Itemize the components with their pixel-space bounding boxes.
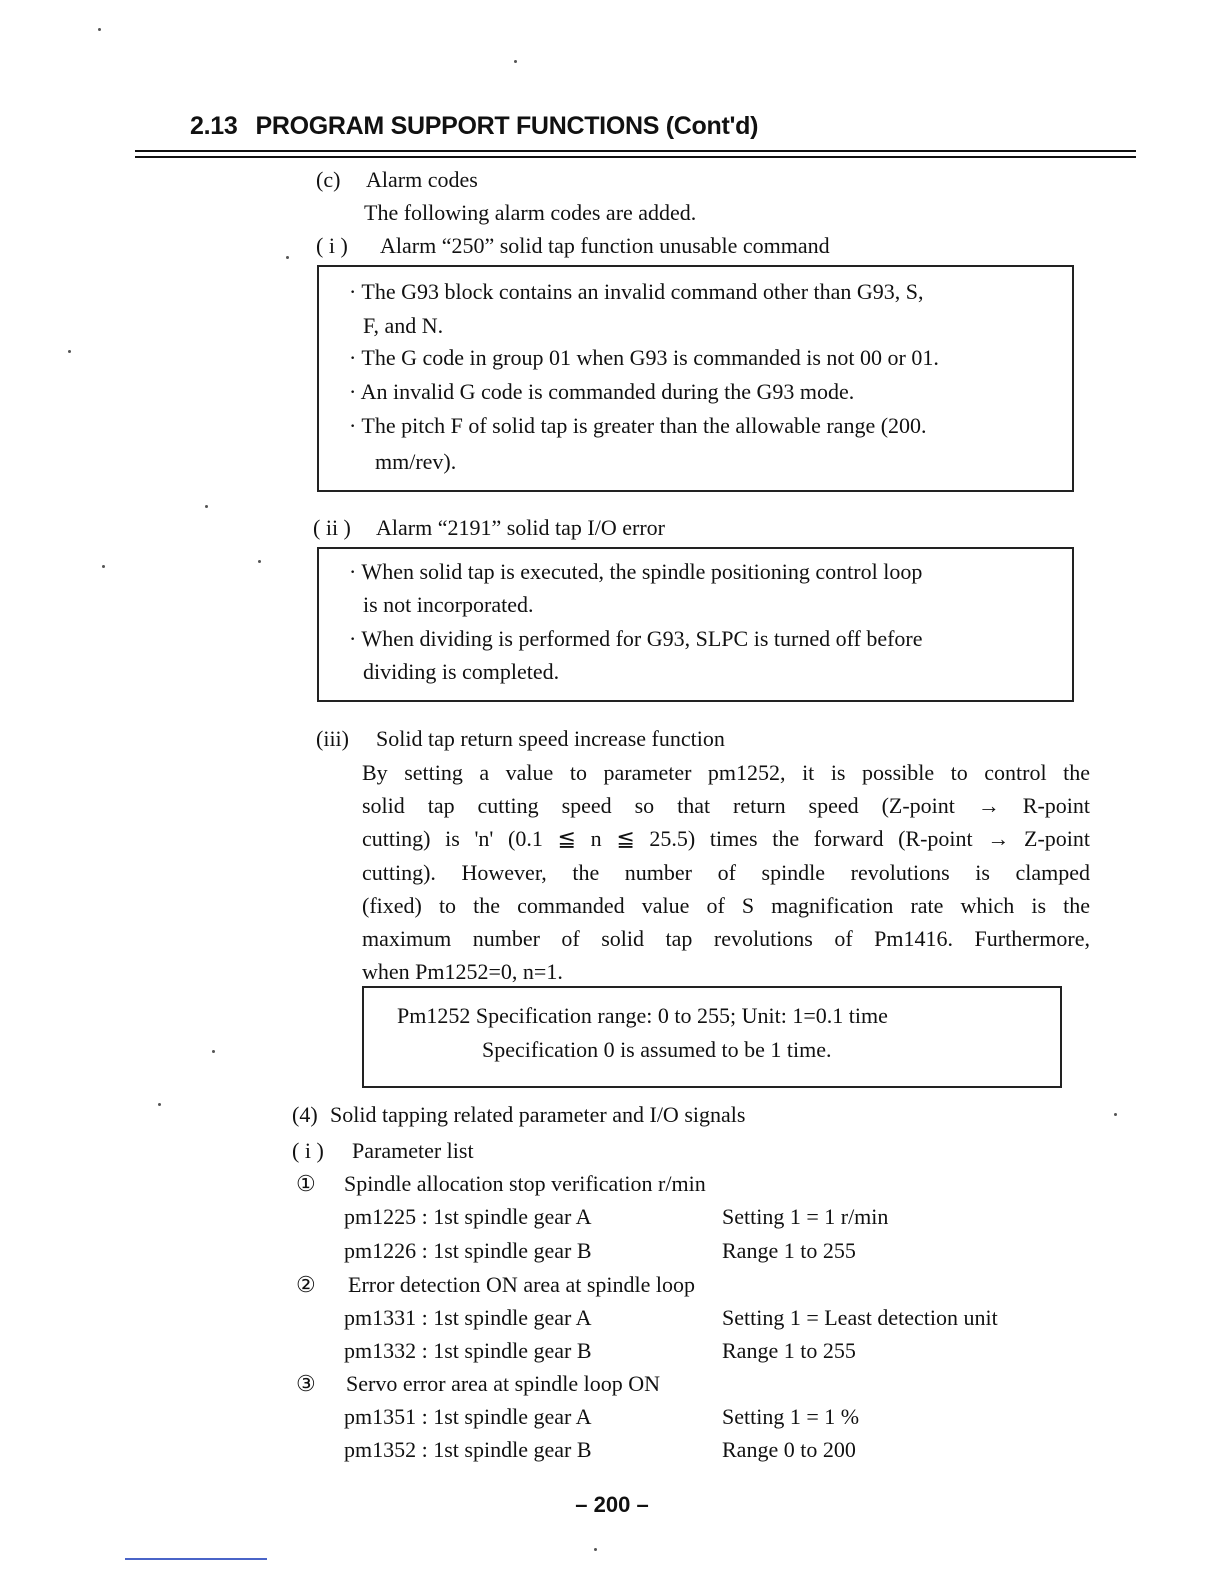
param-pm1352: pm1352 : 1st spindle gear B (344, 1437, 592, 1462)
group-1-title: Spindle allocation stop verification r/min (344, 1171, 706, 1196)
return-speed-line-3: cutting) is 'n' (0.1 ≦ n ≦ 25.5) times the forward (R-point → Z-point (362, 826, 1090, 852)
scan-speck (258, 560, 261, 563)
parameter-list-title: Parameter list (352, 1138, 474, 1163)
scan-speck (98, 28, 101, 31)
return-speed-line-2: solid tap cutting speed so that return speed (Z-point → R-point (362, 793, 1090, 819)
param-pm1225: pm1225 : 1st spindle gear A (344, 1204, 592, 1229)
return-speed-line-5: (fixed) to the commanded value of S magnification rate which is the (362, 892, 1090, 918)
parameter-list-marker: ( i ) (292, 1138, 324, 1163)
group-3-title: Servo error area at spindle loop ON (346, 1371, 661, 1396)
param-pm1331: pm1331 : 1st spindle gear A (344, 1305, 592, 1330)
param-pm1332: pm1332 : 1st spindle gear B (344, 1338, 592, 1363)
return-speed-body (362, 756, 1090, 988)
param-pm1351-note: Setting 1 = 1 % (722, 1404, 860, 1429)
alarm-250-bullet-1-cont: F, and N. (363, 313, 444, 338)
param-pm1226-note: Range 1 to 255 (722, 1238, 856, 1263)
scan-speck (68, 350, 71, 353)
scan-speck (205, 505, 208, 508)
parameters-heading: Solid tapping related parameter and I/O signals (330, 1102, 746, 1127)
alarm-250-bullet-4: · The pitch F of solid tap is greater than the allowable range (200. (349, 413, 927, 438)
alarm-2191-title: Alarm “2191” solid tap I/O error (376, 515, 665, 540)
header-rule-bottom (135, 156, 1136, 158)
alarm-codes-heading: Alarm codes (366, 167, 478, 192)
group-2-marker: ② (296, 1272, 316, 1297)
alarm-2191-bullet-1-cont: is not incorporated. (363, 592, 534, 617)
param-pm1225-note: Setting 1 = 1 r/min (722, 1204, 889, 1229)
group-1-marker: ① (296, 1171, 316, 1196)
param-pm1332-note: Range 1 to 255 (722, 1338, 856, 1363)
group-3-marker: ③ (296, 1371, 316, 1396)
param-pm1331-note: Setting 1 = Least detection unit (722, 1305, 998, 1330)
spec-range-line-1: Pm1252 Specification range: 0 to 255; Unit: 1=0.1 time (397, 1003, 888, 1028)
return-speed-line-4: cutting). However, the number of spindle revolutions is clamped (362, 859, 1090, 885)
footer-link-underline (125, 1558, 267, 1560)
scan-speck (1114, 1113, 1117, 1116)
scan-speck (102, 565, 105, 568)
param-pm1226: pm1226 : 1st spindle gear B (344, 1238, 592, 1263)
section-title: PROGRAM SUPPORT FUNCTIONS (Cont'd) (255, 112, 759, 140)
alarm-250-bullet-2: · The G code in group 01 when G93 is commanded is not 00 or 01. (349, 345, 939, 370)
spec-range-box (362, 986, 1062, 1088)
param-pm1351: pm1351 : 1st spindle gear A (344, 1404, 592, 1429)
alarm-250-box (317, 265, 1074, 492)
alarm-250-bullet-3: · An invalid G code is commanded during the G93 mode. (349, 379, 855, 404)
scan-speck (212, 1050, 215, 1053)
return-speed-line-1: By setting a value to parameter pm1252, it is possible to control the (362, 760, 1090, 785)
scan-speck (514, 60, 517, 63)
alarm-2191-bullet-1: · When solid tap is executed, the spindle positioning control loop (349, 559, 923, 584)
header-rule-top (135, 150, 1136, 152)
alarm-2191-box (317, 547, 1074, 702)
alarm-2191-bullet-2: · When dividing is performed for G93, SLPC is turned off before (349, 626, 923, 651)
page-number: – 200 – (575, 1492, 649, 1517)
return-speed-line-7: when Pm1252=0, n=1. (362, 959, 563, 985)
spec-range-line-2: Specification 0 is assumed to be 1 time. (482, 1037, 832, 1062)
page-header (190, 112, 758, 141)
return-speed-line-6: maximum number of solid tap revolutions of Pm1416. Furthermore, (362, 925, 1090, 951)
alarm-250-marker: ( i ) (316, 233, 348, 258)
alarm-250-bullet-1: · The G93 block contains an invalid command other than G93, S, (349, 279, 924, 304)
param-pm1352-note: Range 0 to 200 (722, 1437, 856, 1462)
alarm-250-bullet-4-cont: mm/rev). (375, 449, 457, 474)
parameters-marker: (4) (292, 1102, 318, 1127)
alarm-2191-marker: ( ii ) (313, 515, 351, 540)
scan-speck (286, 256, 289, 259)
alarm-codes-marker: (c) (316, 167, 341, 192)
alarm-codes-intro: The following alarm codes are added. (364, 200, 697, 225)
alarm-2191-bullet-2-cont: dividing is completed. (363, 659, 560, 684)
group-2-title: Error detection ON area at spindle loop (348, 1272, 695, 1297)
return-speed-marker: (iii) (316, 726, 349, 751)
return-speed-title: Solid tap return speed increase function (376, 726, 725, 751)
scan-speck (158, 1103, 161, 1106)
scan-speck (594, 1548, 597, 1551)
alarm-250-title: Alarm “250” solid tap function unusable command (380, 233, 830, 258)
section-number: 2.13 (190, 112, 238, 140)
